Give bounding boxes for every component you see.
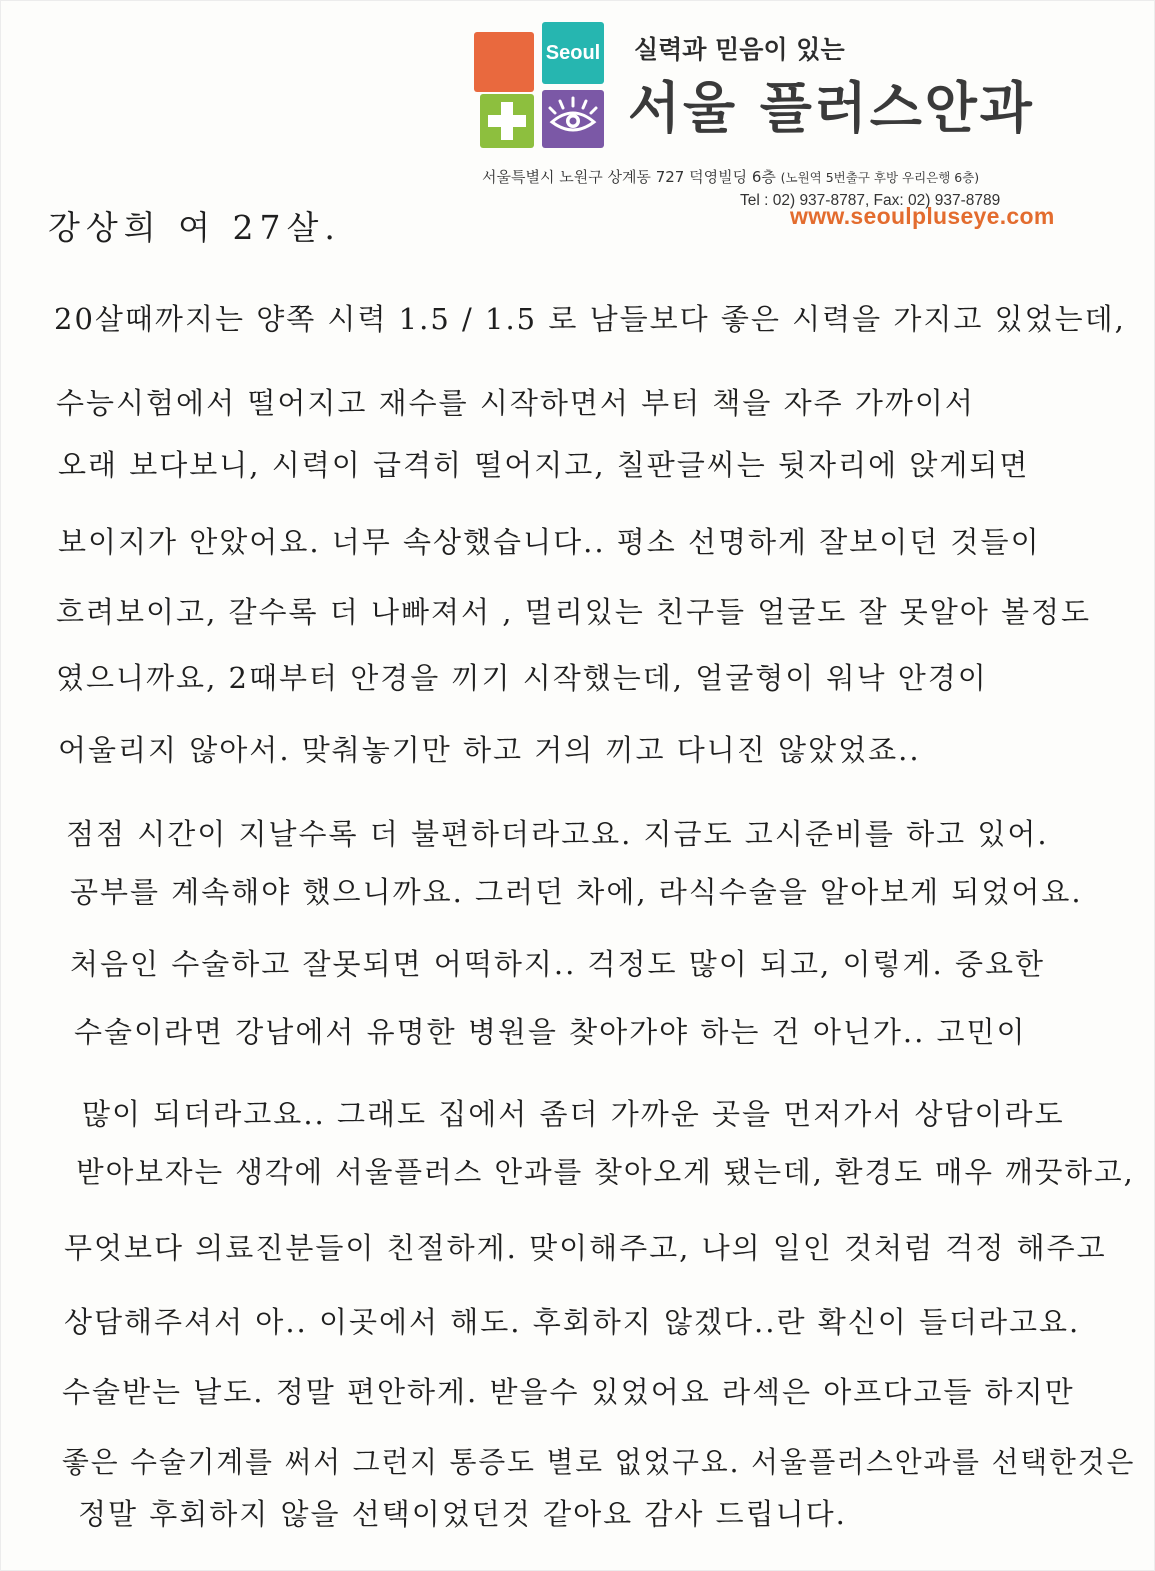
letter-line: 공부를 계속해야 했으니까요. 그러던 차에, 라식수술을 알아보게 되었어요.: [70, 875, 1083, 909]
address-note: (노원역 5번출구 후방 우리은행 6층): [780, 170, 980, 185]
letter-line: 수술이라면 강남에서 유명한 병원을 찾아가야 하는 건 아닌가.. 고민이: [74, 1015, 1027, 1049]
clinic-contact: Tel : 02) 937-8787, Fax: 02) 937-8789: [740, 192, 1001, 209]
clinic-address: [482, 166, 979, 187]
clinic-logo: [474, 22, 604, 152]
eye-icon: [542, 90, 604, 148]
plus-icon: [480, 94, 534, 148]
letter-line: 점점 시간이 지날수록 더 불편하더라고요. 지금도 고시준비를 하고 있어.: [66, 817, 1049, 851]
clinic-tagline: 실력과 믿음이 있는: [634, 35, 845, 64]
letter-line: 많이 되더라고요.. 그래도 집에서 좀더 가까운 곳을 먼저가서 상담이라도: [82, 1097, 1065, 1131]
letter-line: 보이지가 안았어요. 너무 속상했습니다.. 평소 선명하게 잘보이던 것들이: [58, 525, 1041, 559]
letter-line: 흐려보이고, 갈수록 더 나빠져서 , 멀리있는 친구들 얼굴도 잘 못알아 볼정도: [56, 595, 1092, 629]
letter-line: 받아보자는 생각에 서울플러스 안과를 찾아오게 됐는데, 환경도 매우 깨끗하고,: [76, 1155, 1135, 1189]
letter-line: 무엇보다 의료진분들이 친절하게. 맞이해주고, 나의 일인 것처럼 걱정 해주고: [64, 1231, 1107, 1265]
letter-line: 수능시험에서 떨어지고 재수를 시작하면서 부터 책을 자주 가까이서: [56, 386, 975, 420]
letter-line: 오래 보다보니, 시력이 급격히 떨어지고, 칠판글씨는 뒷자리에 앉게되면: [58, 448, 1030, 482]
clinic-website: www.seoulpluseye.com: [790, 203, 1055, 229]
letter-line: 처음인 수술하고 잘못되면 어떡하지.. 걱정도 많이 되고, 이렇게. 중요한: [70, 947, 1046, 981]
letter-line: 좋은 수술기계를 써서 그런지 통증도 별로 없었구요. 서울플러스안과를 선택한것은: [62, 1445, 1136, 1479]
clinic-name: 서울 플러스안과: [628, 76, 1035, 140]
letter-line: 정말 후회하지 않을 선택이었던것 같아요 감사 드립니다.: [78, 1497, 847, 1531]
letter-line: 상담해주셔서 아.. 이곳에서 해도. 후회하지 않겠다..란 확신이 들더라고요.: [64, 1305, 1081, 1339]
letter-line: 였으니까요, 2때부터 안경을 끼기 시작했는데, 얼굴형이 워낙 안경이: [56, 661, 988, 695]
logo-seoul-tile: [542, 22, 604, 84]
letter-line: 수술받는 날도. 정말 편안하게. 받을수 있었어요 라섹은 아프다고들 하지만: [62, 1375, 1075, 1409]
address-main: 서울특별시 노원구 상계동 727 덕영빌딩 6층: [482, 168, 776, 186]
logo-seoul-text: Seoul: [545, 41, 601, 64]
letter-author: 강상희 여 27살.: [48, 208, 341, 247]
logo-orange-tile: [474, 32, 534, 92]
letter-line: 어울리지 않아서. 맞춰놓기만 하고 거의 끼고 다니진 않았었죠..: [58, 733, 921, 767]
letter-line: 20살때까지는 양쪽 시력 1.5 / 1.5 로 남들보다 좋은 시력을 가지고 있었는데,: [54, 302, 1126, 336]
